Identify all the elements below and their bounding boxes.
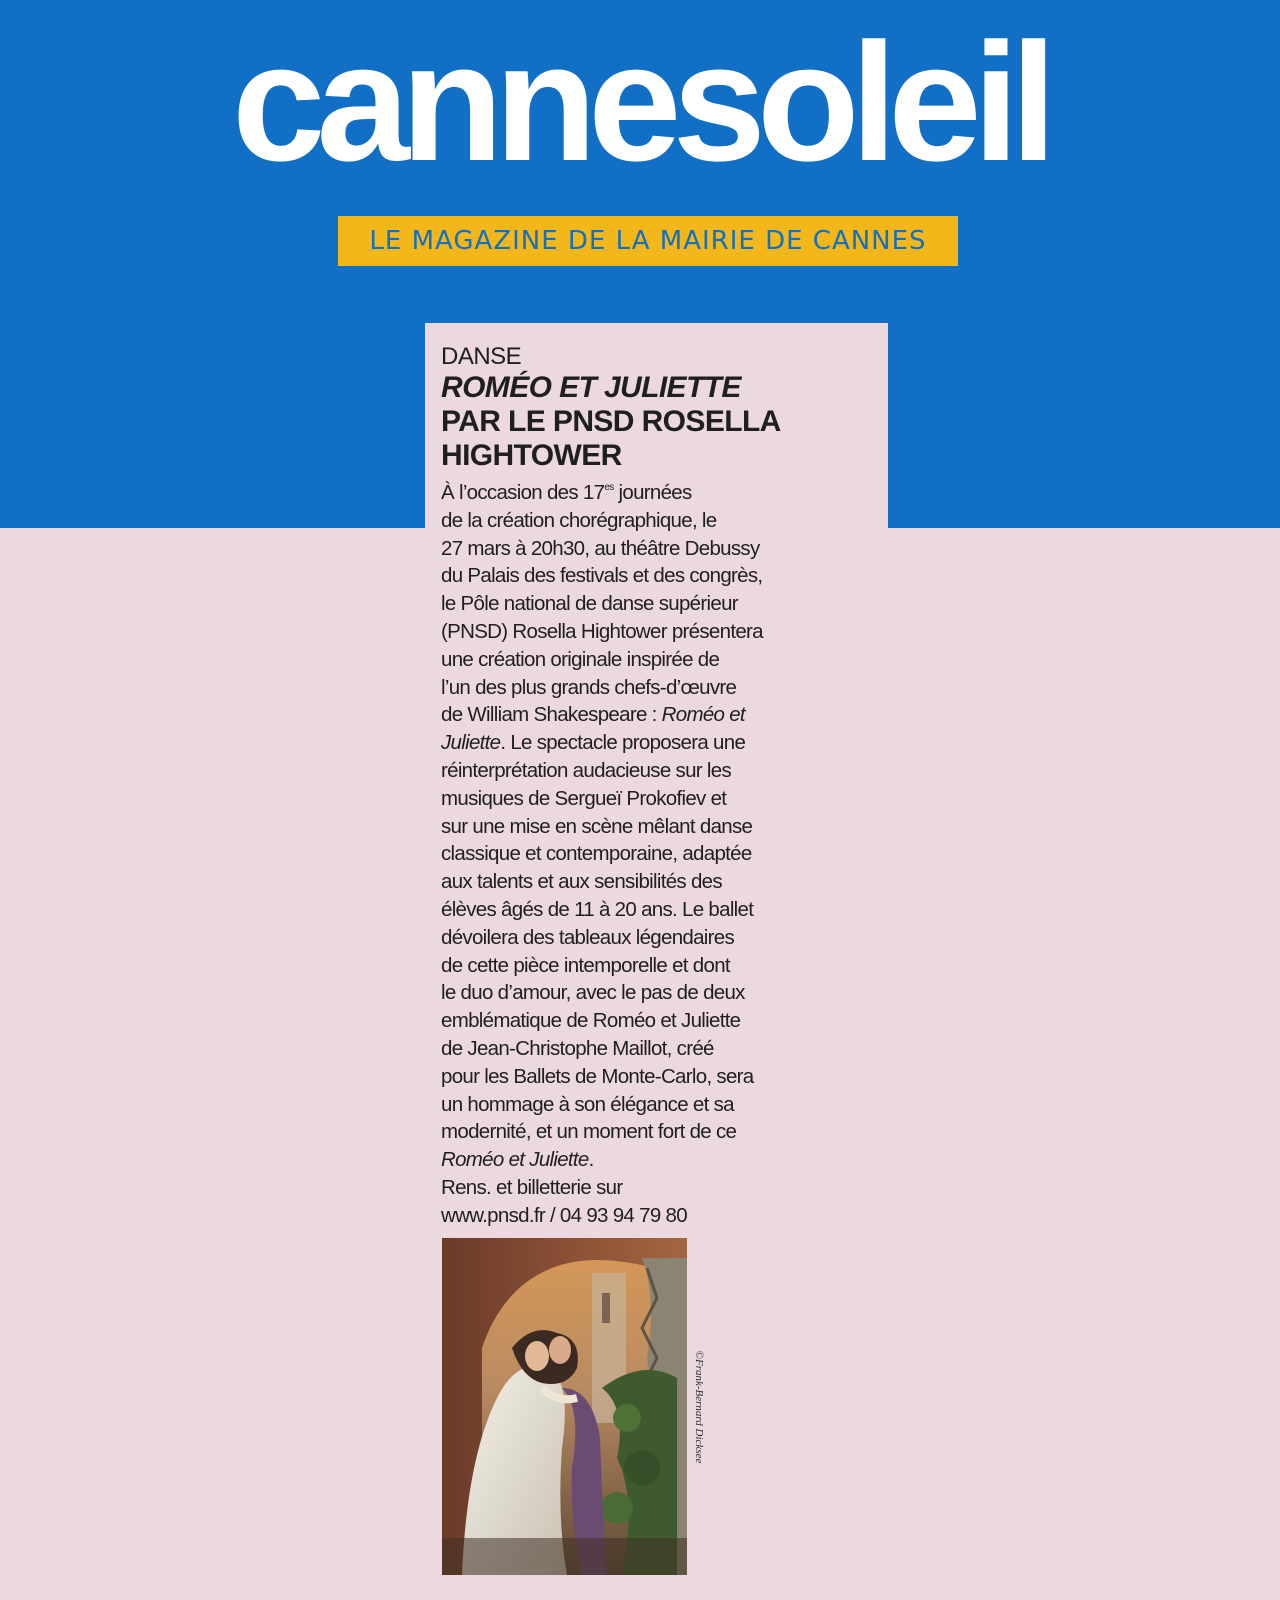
body-line: de cette pièce intemporelle et dont bbox=[441, 953, 730, 977]
body-line bbox=[441, 701, 888, 729]
body-line bbox=[441, 729, 888, 757]
work-title-italic: Roméo et bbox=[661, 703, 745, 727]
photo-credit-text: ©Frank-Bernard Dicksee bbox=[693, 1350, 705, 1463]
article-body bbox=[441, 479, 888, 1230]
body-line: dévoilera des tableaux légendaires bbox=[441, 925, 735, 949]
body-line: le Pôle national de danse supérieur bbox=[441, 592, 738, 616]
body-line: aux talents et aux sensibilités des bbox=[441, 870, 722, 894]
body-line: classique et contemporaine, adaptée bbox=[441, 842, 752, 866]
body-line: pour les Ballets de Monte-Carlo, sera bbox=[441, 1064, 754, 1088]
work-title-italic: Roméo et Juliette bbox=[441, 1148, 589, 1172]
body-line: élèves âgés de 11 à 20 ans. Le ballet bbox=[441, 897, 754, 921]
body-line: emblématique de Roméo et Juliette bbox=[441, 1009, 741, 1033]
body-text-segment: de William Shakespeare : bbox=[441, 703, 662, 727]
body-line: réinterprétation audacieuse sur les bbox=[441, 758, 732, 782]
photo-credit bbox=[690, 1238, 708, 1575]
article-title-line: PAR LE PNSD ROSELLA bbox=[441, 405, 781, 438]
body-line: sur une mise en scène mêlant danse bbox=[441, 814, 753, 838]
article-title-italic: ROMÉO ET JULIETTE bbox=[441, 371, 741, 404]
work-title-italic: Juliette bbox=[441, 731, 501, 755]
body-line: de Jean-Christophe Maillot, créé bbox=[441, 1036, 714, 1060]
body-text-segment: journées bbox=[613, 481, 692, 504]
body-line: de la création chorégraphique, le bbox=[441, 508, 717, 532]
body-line: (PNSD) Rosella Hightower présentera bbox=[441, 619, 763, 643]
body-line: l’un des plus grands chefs-d’œuvre bbox=[441, 675, 737, 699]
body-line: modernité, et un moment fort de ce bbox=[441, 1120, 737, 1144]
magazine-tagline: LE MAGAZINE DE LA MAIRIE DE CANNES bbox=[338, 216, 958, 266]
body-line: musiques de Sergueï Prokofiev et bbox=[441, 786, 727, 810]
body-line bbox=[441, 479, 888, 507]
painting-photo bbox=[442, 1238, 687, 1575]
ordinal-superscript: es bbox=[604, 482, 614, 493]
body-text-segment: À l’occasion des 17 bbox=[441, 481, 605, 504]
article-title-line: HIGHTOWER bbox=[441, 439, 622, 472]
body-line: un hommage à son élégance et sa bbox=[441, 1092, 734, 1116]
body-line: une création originale inspirée de bbox=[441, 647, 720, 671]
body-text-segment: . Le spectacle proposera une bbox=[500, 731, 746, 755]
info-line-contact: www.pnsd.fr / 04 93 94 79 80 bbox=[441, 1203, 687, 1227]
body-line: 27 mars à 20h30, au théâtre Debussy bbox=[441, 536, 760, 560]
article-category: DANSE bbox=[441, 343, 522, 370]
magazine-logo: cannesoleil bbox=[231, 8, 1049, 196]
body-line: le duo d’amour, avec le pas de deux bbox=[441, 981, 745, 1005]
body-line bbox=[441, 1146, 888, 1174]
body-text-segment: . bbox=[588, 1148, 594, 1172]
info-line: Rens. et billetterie sur bbox=[441, 1175, 623, 1199]
body-line: du Palais des festivals et des congrès, bbox=[441, 564, 763, 588]
